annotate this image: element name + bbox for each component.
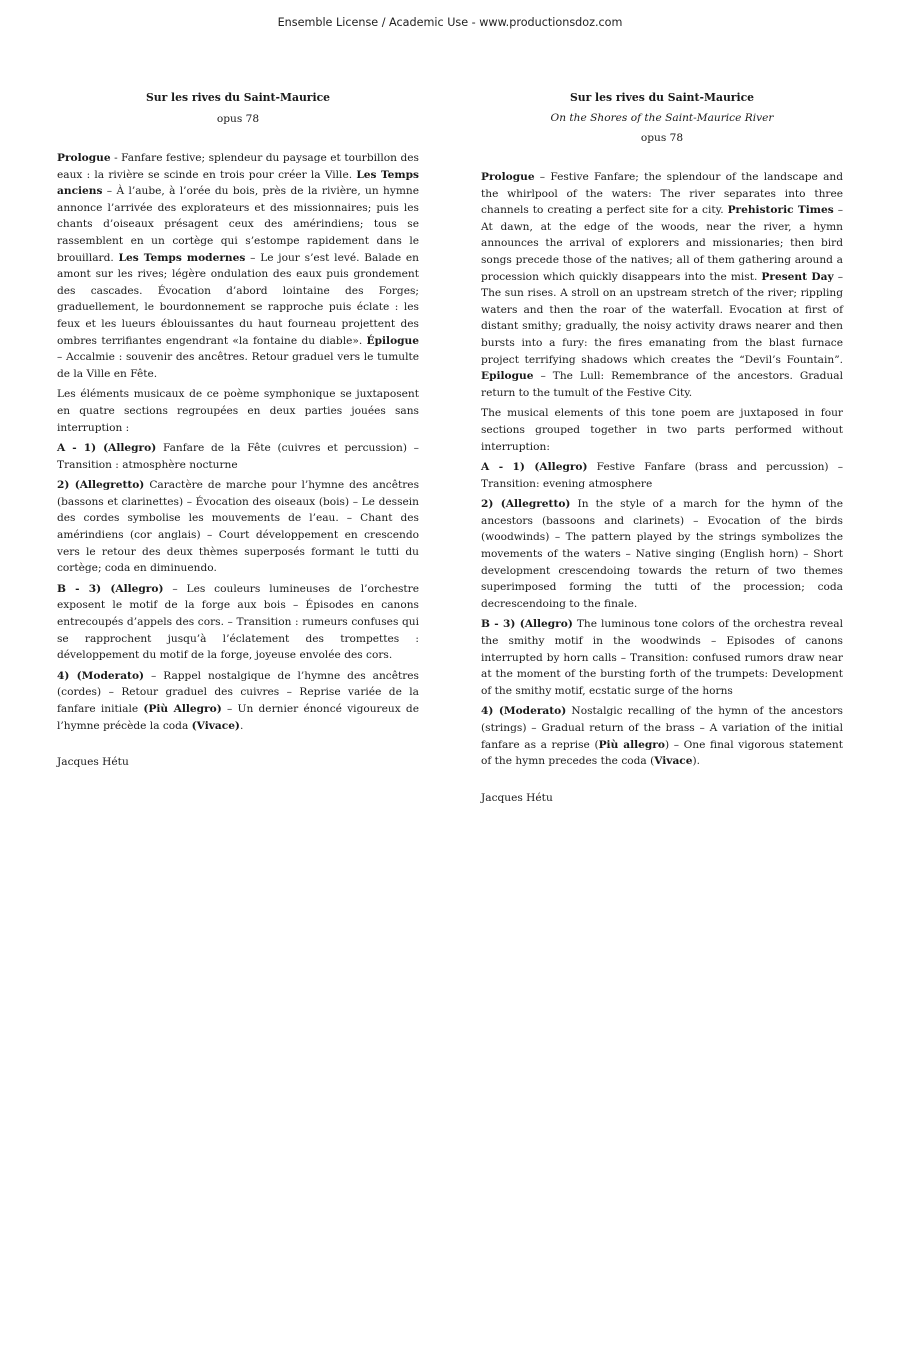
- temps-modernes-heading: Les Temps modernes: [118, 251, 246, 264]
- section-text: Fanfare de la Fête (cuivres et percussion) – Transition : atmosphère nocturne: [57, 442, 419, 471]
- tempo-marking: Più allegro: [598, 738, 665, 751]
- french-signature: Jacques Hétu: [57, 756, 129, 769]
- prehistoric-times-heading: Prehistoric Times: [727, 204, 834, 217]
- french-program-paragraph: [57, 150, 419, 382]
- epilogue-heading: Épilogue: [366, 334, 419, 347]
- section-label: 4) (Moderato): [57, 669, 145, 682]
- english-section-a2: [481, 496, 843, 612]
- section-text: ).: [692, 755, 701, 768]
- french-opus: opus 78: [216, 113, 260, 125]
- temps-anciens-text: – À l’aube, à l’orée du bois, près de la rivière, un hymne annonce l’arrivée des explorateurs et des missionnaires; puis les chants d’oiseaux présagent ceux des amérindiens; tous se rassemblent en un cortège qui s’estompe rapidement dans le brouillard.: [57, 185, 419, 264]
- french-section-b3: [57, 581, 419, 664]
- french-section-a1: [57, 440, 419, 473]
- epilogue-text: – The Lull: Remembrance of the ancestors. Gradual return to the tumult of the Festive City.: [481, 370, 843, 399]
- english-section-b3: [481, 616, 843, 699]
- section-text: Festive Fanfare (brass and percussion) – Transition: evening atmosphere: [481, 461, 843, 490]
- epilogue-heading: Epilogue: [481, 370, 534, 383]
- french-column: [57, 90, 419, 771]
- temps-modernes-text: – Le jour s’est levé. Balade en amont sur les rives; légère ondulation des eaux puis grondement des cascades. Évocation d’abord lointaine des Forges; graduellement, le bourdonnement se rapproche puis éclate : les feux et les lueurs éblouissantes du haut fourneau projettent des ombres terrifiantes engendrant «la fontaine du diable».: [57, 251, 419, 347]
- french-title: Sur les rives du Saint-Maurice: [145, 91, 331, 104]
- prologue-text: – Festive Fanfare; the splendour of the landscape and the whirlpool of the waters: The river separates into three channels to creating a perfect site for a city.: [481, 171, 843, 217]
- section-label: A - 1) (Allegro): [481, 461, 588, 474]
- section-label: A - 1) (Allegro): [57, 442, 157, 455]
- section-text: ) – One final vigorous statement of the hymn precedes the coda (: [481, 738, 843, 768]
- french-body: [57, 150, 419, 771]
- english-title: Sur les rives du Saint-Maurice: [569, 91, 755, 104]
- english-section-a1: [481, 459, 843, 492]
- prologue-heading: Prologue: [57, 152, 111, 164]
- english-opus: opus 78: [640, 132, 684, 144]
- french-structure-intro: Les éléments musicaux de ce poème symphonique se juxtaposent en quatre sections regroupées en deux parties jouées sans interruption :: [57, 388, 419, 434]
- temps-anciens-heading: Les Temps anciens: [57, 168, 419, 198]
- section-label: B - 3) (Allegro): [481, 618, 573, 631]
- section-text: – Rappel nostalgique de l’hymne des ancêtres (cordes) – Retour graduel des cuivres – Reprise variée de la fanfare initiale: [57, 669, 419, 715]
- epilogue-text: – Accalmie : souvenir des ancêtres. Retour graduel vers le tumulte de la Ville en Fête.: [57, 351, 419, 380]
- tempo-marking: Vivace: [654, 755, 693, 768]
- english-column: [481, 90, 843, 806]
- section-label: B - 3) (Allegro): [57, 582, 164, 595]
- french-section-b4: [57, 668, 419, 734]
- english-signature: Jacques Hétu: [481, 791, 553, 804]
- english-subtitle: On the Shores of the Saint-Maurice River: [550, 112, 774, 124]
- english-program-paragraph: [481, 169, 843, 401]
- prologue-heading: Prologue: [481, 171, 535, 183]
- section-text: Nostalgic recalling of the hymn of the ancestors (strings) – Gradual return of the brass – A variation of the initial fanfare as a reprise (: [481, 705, 843, 751]
- section-label: 2) (Allegretto): [57, 479, 145, 492]
- english-structure-intro: The musical elements of this tone poem are juxtaposed in four sections grouped together in two parts performed without interruption:: [481, 407, 843, 453]
- prehistoric-times-text: – At dawn, at the edge of the woods, near the river, a hymn announces the arrival of explorers and missionaries; then bird songs precede those of the natives; all of them gathering around a procession which quickly disappears into the mist.: [481, 204, 843, 283]
- tempo-marking: (Più Allegro): [143, 703, 222, 715]
- present-day-text: – The sun rises. A stroll on an upstream stretch of the river; rippling waters and then the roar of the waterfall. Evocation at first of distant smithy; gradually, the noisy activity draws nearer and then bursts into a fury: the fires emanating from the blast furnace project terrifying shadows which creates the “Devil’s Fountain”.: [481, 270, 843, 366]
- english-body: [481, 169, 843, 806]
- section-text: .: [239, 719, 244, 732]
- section-label: 4) (Moderato): [481, 705, 567, 718]
- section-label: 2) (Allegretto): [481, 498, 571, 511]
- tempo-marking: (Vivace): [191, 719, 240, 732]
- french-section-a2: [57, 477, 419, 577]
- english-section-b4: [481, 703, 843, 769]
- section-text: – Un dernier énoncé vigoureux de l’hymne précède la coda: [57, 703, 419, 732]
- present-day-heading: Present Day: [761, 270, 834, 283]
- section-text: The luminous tone colors of the orchestra reveal the smithy motif in the woodwinds – Episodes of canons interrupted by horn calls – Transition: confused rumors draw near at the moment of the bursting forth of the trumpets: Development of the smithy motif, ecstatic surge of the horns: [481, 618, 843, 697]
- license-header: Ensemble License / Academic Use - www.productionsdoz.com: [277, 16, 623, 29]
- section-text: – Les couleurs lumineuses de l’orchestre exposent le motif de la forge aux bois – Épisodes en canons entrecoupés d’appels des cors. – Transition : rumeurs confuses qui se rapprochent jusqu’à l’éclatement des trompettes : développement du motif de la forge, joyeuse envolée des cors.: [57, 582, 419, 662]
- prologue-text: - Fanfare festive; splendeur du paysage et tourbillon des eaux : la rivière se scinde en trois pour créer la Ville.: [57, 152, 419, 181]
- section-text: Caractère de marche pour l’hymne des ancêtres (bassons et clarinettes) – Évocation des oiseaux (bois) – Le dessein des cordes symbolise les mouvements de l’eau. – Chant des amérindiens (cor anglais) – Court développement en crescendo vers le retour des deux thèmes superposés formant le tutti du cortège; coda en diminuendo.: [57, 479, 420, 575]
- section-text: In the style of a march for the hymn of the ancestors (bassoons and clarinets) – Evocation of the birds (woodwinds) – The pattern played by the strings symbolizes the movements of the waters – Native singing (English horn) – Short development crescendoing towards the return of two themes superimposed forming the tutti of the procession; coda decrescendoing to the finale.: [481, 498, 843, 610]
